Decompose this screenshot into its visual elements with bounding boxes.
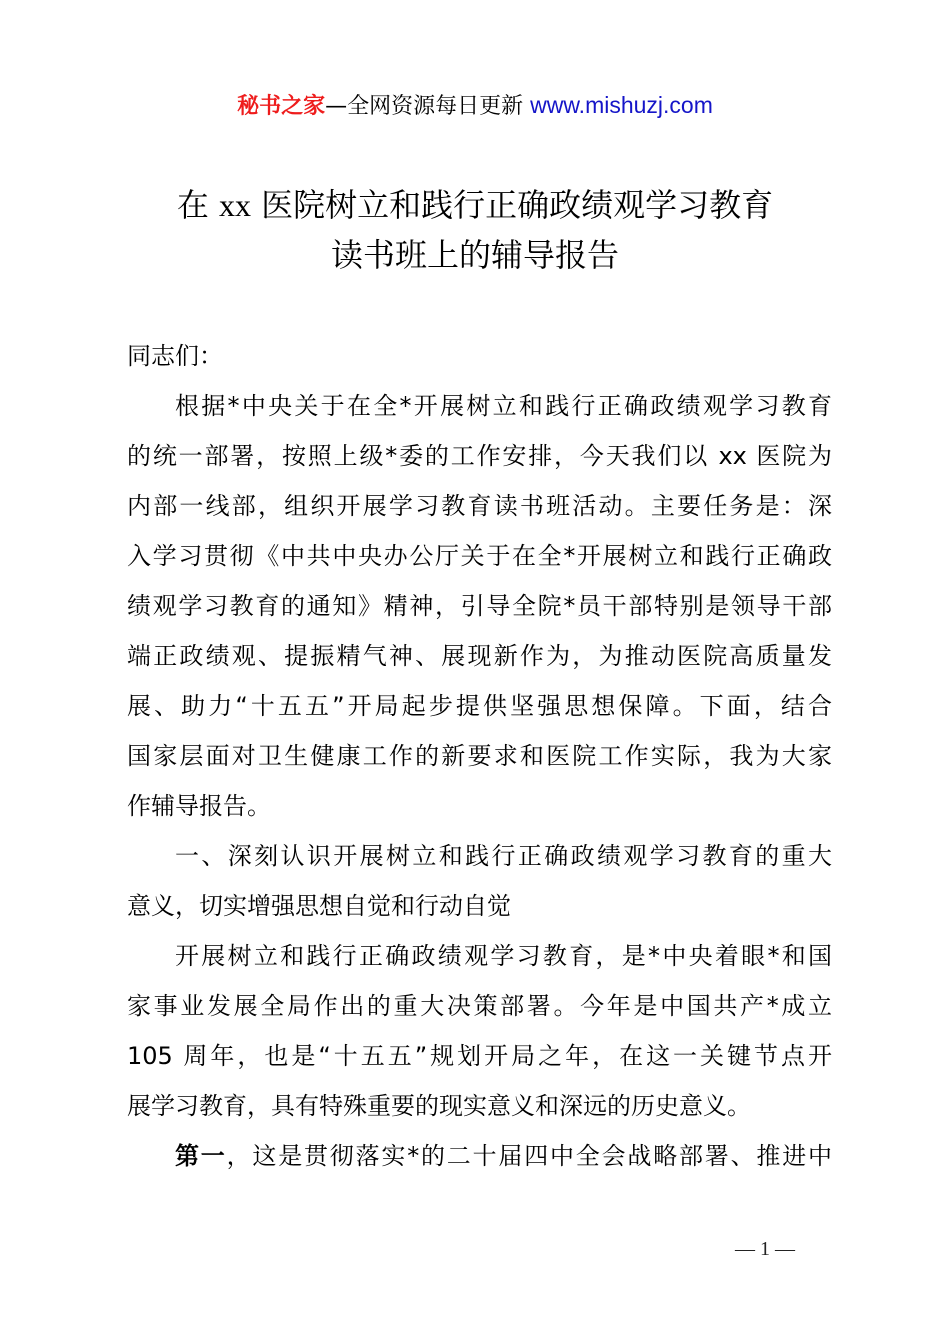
title-line-1: 在 xx 医院树立和践行正确政绩观学习教育 — [176, 186, 774, 224]
heading-line: 一、深刻认识开展树立和践行正确政绩观学习教育的重大 — [175, 842, 832, 870]
brand-name: 秘书之家 — [237, 94, 326, 119]
title-line-2: 读书班上的辅导报告 — [330, 236, 619, 274]
text-line: 作辅导报告。 — [127, 792, 271, 820]
point-first-paragraph — [127, 1131, 832, 1181]
salutation: 同志们： — [127, 342, 223, 370]
text-line: 展、助力“十五五”开局起步提供坚强思想保障。下面，结合 — [127, 692, 832, 720]
intro-paragraph — [127, 381, 832, 831]
text-line: 家事业发展全局作出的重大决策部署。今年是中国共产*成立 — [127, 992, 832, 1020]
text-line: 第一，这是贯彻落实*的二十届四中全会战略部署、推进中 — [175, 1142, 833, 1170]
watermark-header — [0, 88, 950, 124]
text-line: 内部一线部，组织开展学习教育读书班活动。主要任务是：深 — [127, 492, 832, 520]
text-line: 105 周年，也是“十五五”规划开局之年，在这一关键节点开 — [127, 1042, 832, 1070]
section-1-paragraph — [127, 931, 832, 1131]
document-body — [127, 331, 832, 1181]
text-line: 展学习教育，具有特殊重要的现实意义和深远的历史意义。 — [127, 1092, 751, 1120]
point-label: 第一 — [175, 1142, 227, 1170]
section-heading-1 — [127, 831, 832, 931]
text-line: 开展树立和践行正确政绩观学习教育，是*中央着眼*和国 — [175, 942, 832, 970]
heading-line: 意义，切实增强思想自觉和行动自觉 — [127, 892, 511, 920]
text-line: 国家层面对卫生健康工作的新要求和医院工作实际，我为大家 — [127, 742, 832, 770]
text-line: 端正政绩观、提振精气神、展现新作为，为推动医院高质量发 — [127, 642, 832, 670]
document-title — [0, 180, 950, 280]
website-link[interactable]: www.mishuzj.com — [530, 92, 713, 118]
text-line: 绩观学习教育的通知》精神，引导全院*员干部特别是领导干部 — [127, 592, 832, 620]
text-line: 根据*中央关于在全*开展树立和践行正确政绩观学习教育 — [175, 392, 832, 420]
text-line: 的统一部署，按照上级*委的工作安排，今天我们以 xx 医院为 — [127, 442, 832, 470]
page-number: — 1 — — [735, 1238, 795, 1260]
header-slogan: —全网资源每日更新 — [325, 94, 524, 119]
text-line: 入学习贯彻《中共中央办公厅关于在全*开展树立和践行正确政 — [127, 542, 832, 570]
